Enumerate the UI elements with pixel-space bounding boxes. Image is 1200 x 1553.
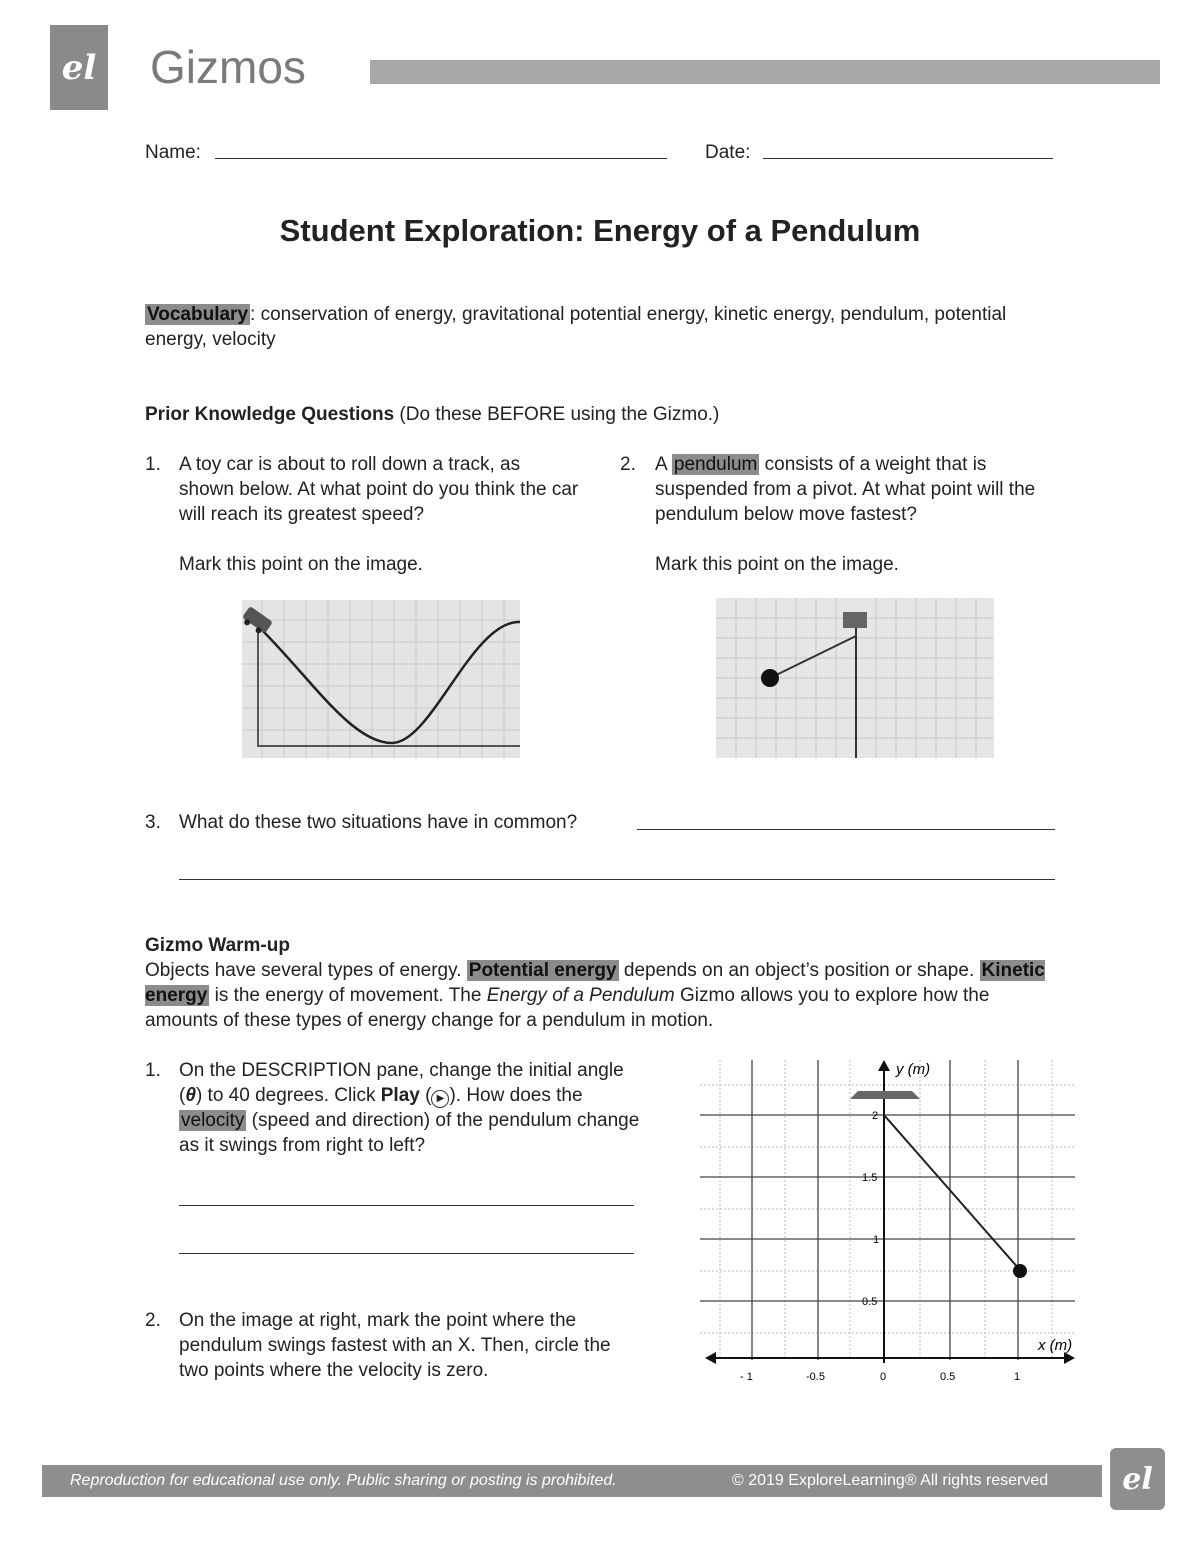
toy-car-track-image[interactable] (242, 600, 520, 758)
date-field[interactable] (763, 158, 1053, 159)
text: Objects have several types of energy. (145, 960, 467, 981)
y-tick: 1 (873, 1234, 880, 1246)
term-highlight: pendulum (673, 454, 758, 475)
footer-copyright: © 2019 ExploreLearning® All rights reserved (732, 1472, 1049, 1489)
warmup-q1-answer-line-1[interactable] (179, 1205, 634, 1206)
name-label: Name: (145, 142, 201, 163)
pendulum-graph[interactable] (700, 1055, 1080, 1385)
vocabulary-label: Vocabulary (147, 304, 249, 325)
q3-text: What do these two situations have in common? (179, 812, 578, 833)
q1-mark: Mark this point on the image. (179, 554, 423, 575)
q3-number: 3. (145, 812, 161, 833)
x-tick: - 1 (740, 1371, 753, 1383)
pendulum-image[interactable] (716, 598, 994, 758)
q1-text: A toy car is about to roll down a track, as shown below. At what point do you think the car will reach its greatest speed? (179, 454, 579, 525)
q3-answer-line-1[interactable] (637, 829, 1055, 830)
x-axis-label: x (m) (1038, 1337, 1073, 1354)
footer-notice: Reproduction for educational use only. Public sharing or posting is prohibited. (70, 1472, 617, 1489)
q2-number: 2. (620, 454, 636, 475)
warmup-q1-answer-line-2[interactable] (179, 1253, 634, 1254)
text: On the DESCRIPTION pane, change the initial angle ( (179, 1060, 624, 1106)
warmup-heading: Gizmo Warm-up (145, 935, 290, 956)
x-tick: -0.5 (806, 1371, 825, 1383)
warmup-paragraph (145, 958, 1045, 1033)
text: Gizmo allows you to explore how the amounts of these types of energy change for a pendulum in motion. (145, 985, 990, 1031)
q1-number: 1. (145, 454, 161, 475)
vocabulary (145, 302, 1045, 352)
text: depends on an object’s position or shape. (618, 960, 980, 981)
text: consists of a weight that is suspended from a pivot. At what point will the pendulum below move fastest? (655, 454, 1036, 525)
y-tick: 2 (872, 1110, 879, 1122)
y-tick: 0.5 (862, 1296, 878, 1308)
text: is the energy of movement. The (209, 985, 487, 1006)
logo-badge: el (50, 25, 108, 110)
term-highlight: Potential energy (468, 960, 617, 981)
warmup-q1-text (179, 1058, 644, 1158)
warmup-q1-number: 1. (145, 1060, 161, 1081)
vocabulary-text: : conservation of energy, gravitational potential energy, kinetic energy, pendulum, potential energy, velocity (145, 304, 1007, 350)
text: A (655, 454, 672, 475)
play-icon: ▶ (431, 1090, 449, 1108)
warmup-q2-text: On the image at right, mark the point where the pendulum swings fastest with an X. Then, circle the two points where the velocity is zero. (179, 1310, 611, 1381)
text: (speed and direction) of the pendulum change as it swings from right to left? (179, 1110, 640, 1156)
theta-symbol: θ (185, 1085, 196, 1106)
term-highlight: Kinetic energy (145, 960, 1045, 1006)
term-highlight: velocity (181, 1110, 245, 1131)
gizmos-logo-text: Gizmos (150, 41, 306, 93)
q3-answer-line-2[interactable] (179, 879, 1055, 880)
y-tick: 1.5 (862, 1172, 878, 1184)
heading-note: (Do these BEFORE using the Gizmo.) (394, 404, 720, 425)
text: ) to 40 degrees. Click (195, 1085, 381, 1106)
q2-text (655, 452, 1055, 527)
text: ). How does the (449, 1085, 583, 1106)
name-field[interactable] (215, 158, 667, 159)
text: ( (419, 1085, 432, 1106)
footer-bar (42, 1465, 1102, 1497)
footer-logo-icon: el (1110, 1448, 1165, 1510)
section-heading: Prior Knowledge Questions (145, 404, 395, 425)
x-tick: 1 (1014, 1371, 1021, 1383)
prior-heading (145, 402, 719, 427)
page-title: Student Exploration: Energy of a Pendulum (279, 213, 921, 248)
play-label: Play (380, 1085, 420, 1106)
y-axis-label: y (m) (896, 1061, 931, 1078)
warmup-q2-number: 2. (145, 1310, 161, 1331)
x-tick: 0 (880, 1371, 887, 1383)
date-label: Date: (705, 142, 751, 163)
gizmo-name: Energy of a Pendulum (486, 985, 675, 1006)
q2-mark: Mark this point on the image. (655, 554, 899, 575)
header-bar (370, 60, 1160, 84)
x-tick: 0.5 (940, 1371, 956, 1383)
